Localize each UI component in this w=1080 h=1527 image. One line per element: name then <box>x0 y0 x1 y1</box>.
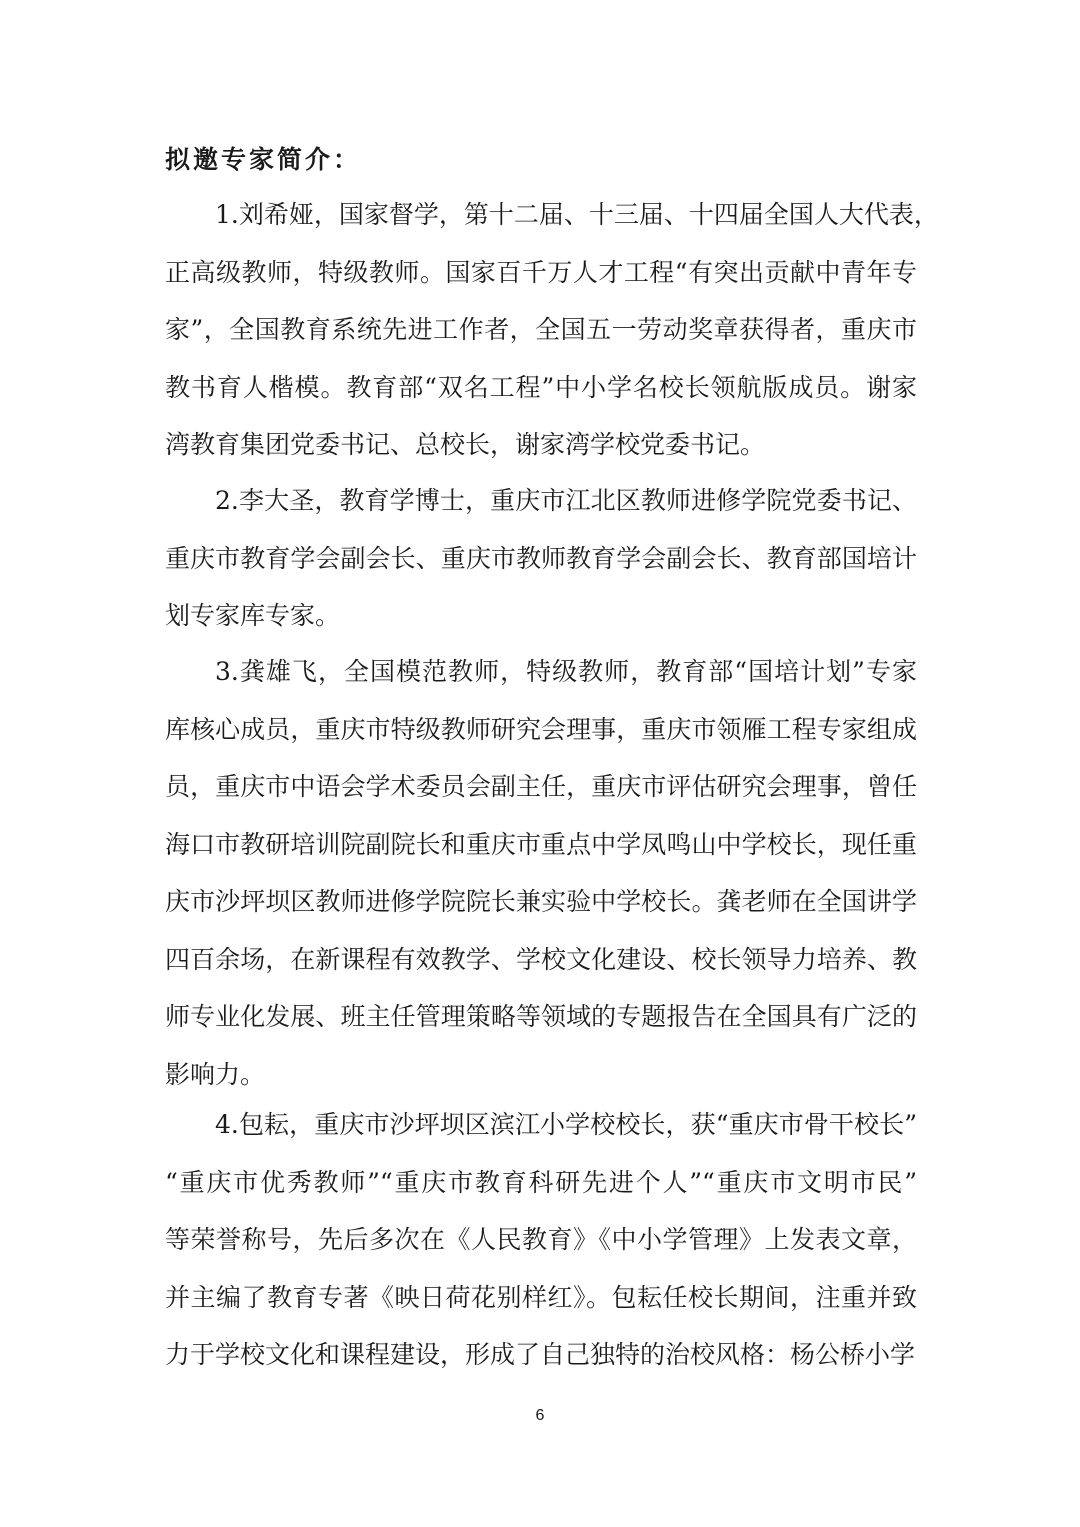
paragraph-line: 力于学校文化和课程建设，形成了自己独特的治校风格：杨公桥小学 <box>165 1340 916 1369</box>
paragraph-line: 划专家库专家。 <box>165 601 341 630</box>
paragraph-line: 师专业化发展、班主任管理策略等领域的专题报告在全国具有广泛的 <box>165 1002 917 1031</box>
paragraph-line: 家”，全国教育系统先进工作者，全国五一劳动奖章获得者，重庆市 <box>165 315 917 344</box>
paragraph-line: 庆市沙坪坝区教师进修学院院长兼实验中学校长。龚老师在全国讲学 <box>165 887 917 916</box>
paragraph-line: 员，重庆市中语会学术委员会副主任，重庆市评估研究会理事，曾任 <box>165 772 917 801</box>
paragraph-line: 4.包耘，重庆市沙坪坝区滨江小学校校长，获“重庆市骨干校长” <box>215 1110 917 1139</box>
paragraph-line: 正高级教师，特级教师。国家百千万人才工程“有突出贡献中青年专 <box>165 257 917 287</box>
paragraph-line: 湾教育集团党委书记、总校长，谢家湾学校党委书记。 <box>165 430 766 459</box>
paragraph-line: 四百余场，在新课程有效教学、学校文化建设、校长领导力培养、教 <box>165 944 917 974</box>
paragraph-line: 等荣誉称号，先后多次在《人民教育》《中小学管理》上发表文章， <box>165 1225 917 1254</box>
paragraph-line: “重庆市优秀教师”“重庆市教育科研先进个人”“重庆市文明市民” <box>165 1167 917 1197</box>
paragraph-line: 重庆市教育学会副会长、重庆市教师教育学会副会长、教育部国培计 <box>165 543 917 573</box>
expert-paragraph-3 <box>165 643 917 1103</box>
expert-paragraph-2 <box>165 472 917 645</box>
paragraph-line: 影响力。 <box>165 1059 266 1089</box>
paragraph-line: 3.龚雄飞，全国模范教师，特级教师，教育部“国培计划”专家 <box>215 657 917 686</box>
paragraph-line: 并主编了教育专著《映日荷花别样红》。包耘任校长期间，注重并致 <box>165 1282 917 1312</box>
expert-paragraph-1 <box>165 186 939 474</box>
page-number: 6 <box>535 1407 545 1424</box>
paragraph-line: 库核心成员，重庆市特级教师研究会理事，重庆市领雁工程专家组成 <box>165 714 917 744</box>
paragraph-line: 海口市教研培训院副院长和重庆市重点中学凤鸣山中学校长，现任重 <box>165 829 917 859</box>
section-heading: 拟邀专家简介： <box>165 145 362 174</box>
paragraph-line: 1.刘希娅，国家督学，第十二届、十三届、十四届全国人大代表， <box>215 200 939 229</box>
paragraph-line: 2.李大圣，教育学博士，重庆市江北区教师进修学院党委书记、 <box>215 486 917 515</box>
expert-paragraph-4 <box>165 1096 917 1384</box>
paragraph-line: 教书育人楷模。教育部“双名工程”中小学名校长领航版成员。谢家 <box>165 372 917 402</box>
